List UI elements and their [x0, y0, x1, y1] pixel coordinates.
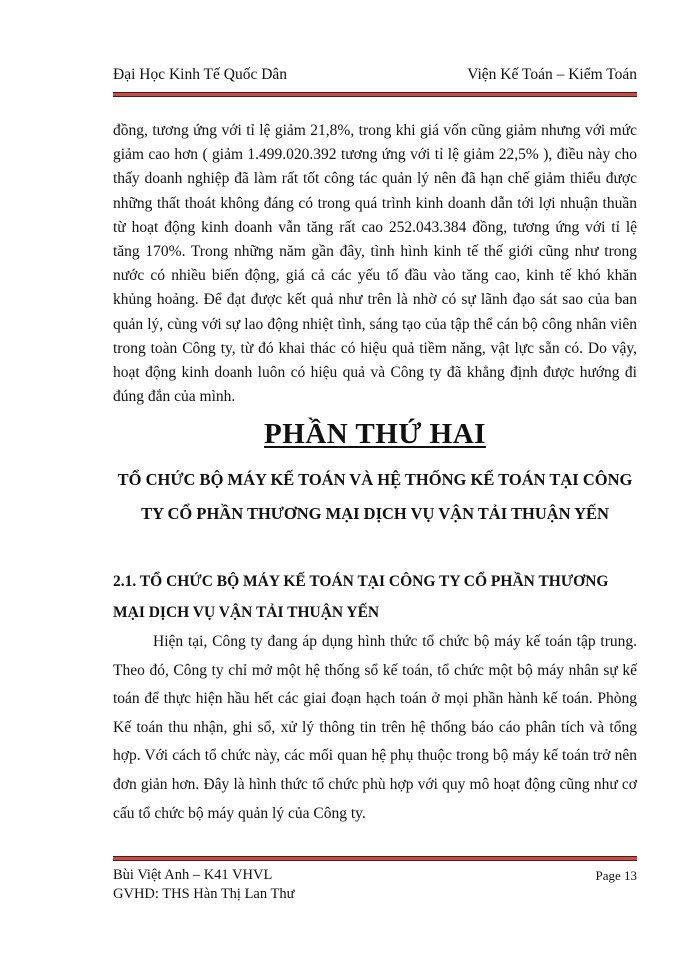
- page-footer: [113, 866, 637, 904]
- section-title: 2.1. TỔ CHỨC BỘ MÁY KẾ TOÁN TẠI CÔNG TY CỔ PHẦN THƯƠNG MẠI DỊCH VỤ VẬN TẢI THUẬN YẾN: [113, 573, 609, 621]
- footer-author: Bùi Việt Anh – K41 VHVL: [113, 867, 273, 883]
- body-paragraph-1: đồng, tương ứng với tỉ lệ giảm 21,8%, trong khi giá vốn cũng giảm nhưng với mức giảm cao hơn ( giảm 1.499.020.392 tương ứng với tỉ lệ giảm 22,5% ), điều này cho thấy doanh nghiệp đã làm rất tốt công tác quản lý nên đã hạn chế giảm thiểu được những thất thoát không đáng có trong quá trình kinh doanh dẫn tới lợi nhuận thuần từ hoạt động kinh doanh vẫn tăng rất cao 252.043.384 đồng, tương ứng với tỉ lệ tăng 170%. Trong những năm gần đây, tình hình kinh tế thế giới cũng như trong nước có nhiều biến động, giá cả các yếu tố đầu vào tăng cao, kinh tế khó khăn khủng hoảng. Để đạt được kết quả như trên là nhờ có sự lãnh đạo sát sao của ban quản lý, cùng với sự lao động nhiệt tình, sáng tạo của tập thể cán bộ công nhân viên trong toàn Công ty, từ đó khai thác có hiệu quả tiềm năng, vật lực sẵn có. Do vậy, hoạt động kinh doanh luôn có hiệu quả và Công ty đã khẳng định được hướng đi đúng đắn của mình.: [113, 122, 637, 406]
- footer-divider: [113, 856, 637, 861]
- body-paragraph-2: Hiện tại, Công ty đang áp dụng hình thức tổ chức bộ máy kế toán tập trung. Theo đó, Công ty chỉ mở một hệ thống sổ kế toán, tổ chức một bộ máy nhân sự kế toán để thực hiện hầu hết các giai đoạn hạch toán ở mọi phần hành kế toán. Phòng Kế toán thu nhận, ghi sổ, xử lý thông tin trên hệ thống báo cáo phân tích và tổng hợp. Với cách tổ chức này, các mối quan hệ phụ thuộc trong bộ máy kế toán trở nên đơn giản hơn. Đây là hình thức tổ chức phù hợp với quy mô hoạt động cũng như cơ cấu tổ chức bộ máy quản lý của Công ty.: [113, 633, 637, 822]
- page-number: Page 13: [595, 868, 637, 883]
- header-university: Đại Học Kinh Tế Quốc Dân: [113, 66, 288, 83]
- header-institute: Viện Kế Toán – Kiểm Toán: [467, 66, 637, 83]
- part-title: PHẦN THỨ HAI: [264, 418, 486, 450]
- page-header: [113, 66, 637, 90]
- footer-advisor: GVHD: THS Hàn Thị Lan Thư: [113, 886, 295, 902]
- chapter-title: TỔ CHỨC BỘ MÁY KẾ TOÁN VÀ HỆ THỐNG KẾ TOÁN TẠI CÔNG TY CỔ PHẦN THƯƠNG MẠI DỊCH VỤ VẬN TẢI THUẬN YẾN: [117, 470, 633, 523]
- header-divider: [113, 92, 637, 97]
